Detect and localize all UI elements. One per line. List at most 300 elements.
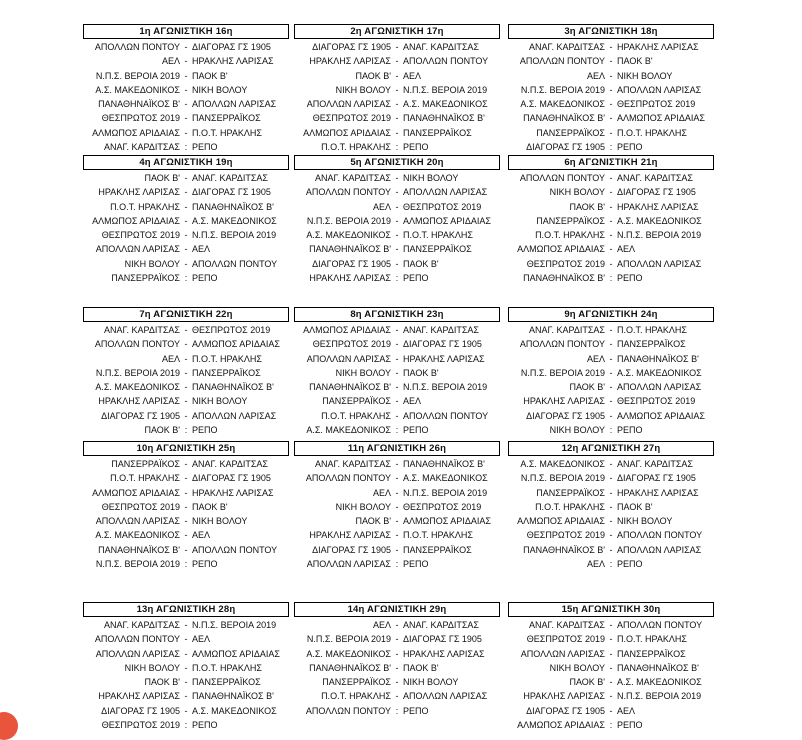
away-team: ΘΕΣΠΡΩΤΟΣ 2019 xyxy=(617,99,696,110)
match-row xyxy=(83,661,289,675)
away-team: ΑΠΟΛΛΩΝ ΠΟΝΤΟΥ xyxy=(617,530,703,541)
round-block xyxy=(294,441,500,571)
home-team: Ν.Π.Σ. ΒΕΡΟΙΑ 2019 xyxy=(306,634,391,645)
away-team: ΔΙΑΓΟΡΑΣ ΓΣ 1905 xyxy=(617,187,696,198)
home-team: ΗΡΑΚΛΗΣ ΛΑΡΙΣΑΣ xyxy=(98,691,180,702)
match-row xyxy=(83,718,289,732)
away-team: Π.Ο.Τ. ΗΡΑΚΛΗΣ xyxy=(403,530,473,541)
home-team: ΘΕΣΠΡΩΤΟΣ 2019 xyxy=(312,113,391,124)
home-team: ΑΠΟΛΛΩΝ ΛΑΡΙΣΑΣ xyxy=(306,559,391,570)
away-team: ΑΝΑΓ. ΚΑΡΔΙΤΣΑΣ xyxy=(617,459,693,469)
away-team: ΠΑΟΚ Β' xyxy=(403,367,439,378)
match-row xyxy=(294,380,500,394)
match-row xyxy=(508,500,714,514)
round-block xyxy=(294,307,500,437)
match-row xyxy=(83,140,289,154)
match-row xyxy=(508,126,714,140)
home-team: ΝΙΚΗ ΒΟΛΟΥ xyxy=(124,662,180,673)
home-team: Ν.Π.Σ. ΒΕΡΟΙΑ 2019 xyxy=(306,215,391,226)
home-team: ΑΛΜΩΠΟΣ ΑΡΙΔΑΙΑΣ xyxy=(303,127,391,138)
match-separator: - xyxy=(184,173,188,183)
match-row xyxy=(508,457,714,471)
match-separator: - xyxy=(184,201,188,212)
away-team: ΑΝΑΓ. ΚΑΡΔΙΤΣΑΣ xyxy=(403,42,479,52)
home-team: Ν.Π.Σ. ΒΕΡΟΙΑ 2019 xyxy=(95,367,180,378)
match-separator: - xyxy=(184,459,188,469)
home-team: ΠΑΝΣΕΡΡΑΪΚΟΣ xyxy=(536,487,605,498)
away-team: ΠΑΟΚ Β' xyxy=(617,56,653,67)
match-row xyxy=(508,661,714,675)
match-row xyxy=(83,271,289,285)
away-team: ΡΕΠΟ xyxy=(403,142,429,153)
round-title: 9η ΑΓΩΝΙΣΤΙΚΗ 24η xyxy=(508,307,714,322)
match-list xyxy=(508,323,714,437)
match-separator: - xyxy=(184,396,188,407)
home-team: ΗΡΑΚΛΗΣ ΛΑΡΙΣΑΣ xyxy=(98,187,180,198)
match-separator: - xyxy=(395,187,399,198)
away-team: ΝΙΚΗ ΒΟΛΟΥ xyxy=(403,173,459,183)
away-team: ΠΑΝΣΕΡΡΑΪΚΟΣ xyxy=(617,339,686,350)
match-separator: : xyxy=(609,273,613,284)
away-team: ΑΠΟΛΛΩΝ ΛΑΡΙΣΑΣ xyxy=(192,410,277,421)
away-team: ΝΙΚΗ ΒΟΛΟΥ xyxy=(192,84,248,95)
home-team: ΑΛΜΩΠΟΣ ΑΡΙΔΑΙΑΣ xyxy=(92,487,180,498)
home-team: ΗΡΑΚΛΗΣ ΛΑΡΙΣΑΣ xyxy=(98,396,180,407)
match-row xyxy=(508,704,714,718)
away-team: ΘΕΣΠΡΩΤΟΣ 2019 xyxy=(617,396,696,407)
home-team: ΑΛΜΩΠΟΣ ΑΡΙΔΑΙΑΣ xyxy=(92,127,180,138)
match-row xyxy=(294,126,500,140)
match-separator: - xyxy=(395,56,399,67)
home-team: ΑΝΑΓ. ΚΑΡΔΙΤΣΑΣ xyxy=(529,325,605,335)
home-team: Ν.Π.Σ. ΒΕΡΟΙΑ 2019 xyxy=(95,70,180,81)
match-separator: - xyxy=(184,367,188,378)
match-list xyxy=(508,171,714,285)
match-separator: - xyxy=(184,215,188,226)
round-block xyxy=(83,24,289,154)
match-separator: - xyxy=(395,258,399,269)
home-team: ΝΙΚΗ ΒΟΛΟΥ xyxy=(335,84,391,95)
away-team: ΗΡΑΚΛΗΣ ΛΑΡΙΣΑΣ xyxy=(617,42,699,52)
away-team: ΑΛΜΩΠΟΣ ΑΡΙΔΑΙΑΣ xyxy=(403,516,491,527)
home-team: Π.Ο.Τ. ΗΡΑΚΛΗΣ xyxy=(110,473,180,484)
away-team: ΑΛΜΩΠΟΣ ΑΡΙΔΑΙΑΣ xyxy=(617,113,705,124)
match-row xyxy=(508,323,714,337)
home-team: ΠΑΟΚ Β' xyxy=(144,677,180,688)
match-separator: - xyxy=(609,410,613,421)
match-separator: : xyxy=(395,425,399,436)
match-separator: - xyxy=(184,187,188,198)
match-row xyxy=(508,140,714,154)
home-team: ΠΑΝΣΕΡΡΑΪΚΟΣ xyxy=(322,396,391,407)
home-team: ΠΑΟΚ Β' xyxy=(355,516,391,527)
home-team: ΗΡΑΚΛΗΣ ΛΑΡΙΣΑΣ xyxy=(523,691,605,702)
home-team: Π.Ο.Τ. ΗΡΑΚΛΗΣ xyxy=(321,142,391,153)
match-separator: - xyxy=(609,487,613,498)
match-separator: - xyxy=(395,530,399,541)
match-separator: - xyxy=(395,516,399,527)
away-team: ΡΕΠΟ xyxy=(192,425,218,436)
away-team: ΝΙΚΗ ΒΟΛΟΥ xyxy=(192,516,248,527)
match-row xyxy=(294,500,500,514)
away-team: ΝΙΚΗ ΒΟΛΟΥ xyxy=(617,516,673,527)
away-team: Α.Σ. ΜΑΚΕΔΟΝΙΚΟΣ xyxy=(617,677,702,688)
home-team: Π.Ο.Τ. ΗΡΑΚΛΗΣ xyxy=(321,691,391,702)
away-team: ΑΠΟΛΛΩΝ ΠΟΝΤΟΥ xyxy=(192,258,278,269)
home-team: ΑΛΜΩΠΟΣ ΑΡΙΔΑΙΑΣ xyxy=(517,516,605,527)
match-row xyxy=(508,97,714,111)
round-title: 5η ΑΓΩΝΙΣΤΙΚΗ 20η xyxy=(294,155,500,170)
match-row xyxy=(508,69,714,83)
match-separator: - xyxy=(184,230,188,241)
round-block xyxy=(294,602,500,718)
match-separator: - xyxy=(184,473,188,484)
home-team: ΑΠΟΛΛΩΝ ΠΟΝΤΟΥ xyxy=(94,339,180,350)
home-team: Ν.Π.Σ. ΒΕΡΟΙΑ 2019 xyxy=(520,84,605,95)
round-title: 7η ΑΓΩΝΙΣΤΙΚΗ 22η xyxy=(83,307,289,322)
home-team: ΝΙΚΗ ΒΟΛΟΥ xyxy=(549,662,605,673)
home-team: ΠΑΝΑΘΗΝΑΪΚΟΣ Β' xyxy=(309,662,391,673)
match-separator: : xyxy=(184,425,188,436)
away-team: ΑΛΜΩΠΟΣ ΑΡΙΔΑΙΑΣ xyxy=(617,410,705,421)
match-separator: - xyxy=(184,487,188,498)
match-row xyxy=(294,486,500,500)
match-row xyxy=(508,689,714,703)
home-team: Ν.Π.Σ. ΒΕΡΟΙΑ 2019 xyxy=(95,559,180,570)
away-team: Α.Σ. ΜΑΚΕΔΟΝΙΚΟΣ xyxy=(192,705,277,716)
match-row xyxy=(294,514,500,528)
home-team: Α.Σ. ΜΑΚΕΔΟΝΙΚΟΣ xyxy=(306,230,391,241)
round-title: 4η ΑΓΩΝΙΣΤΙΚΗ 19η xyxy=(83,155,289,170)
match-separator: - xyxy=(184,662,188,673)
match-row xyxy=(83,83,289,97)
home-team: ΠΑΝΣΕΡΡΑΪΚΟΣ xyxy=(111,273,180,284)
home-team: ΘΕΣΠΡΩΤΟΣ 2019 xyxy=(101,720,180,731)
home-team: ΑΠΟΛΛΩΝ ΛΑΡΙΣΑΣ xyxy=(306,353,391,364)
home-team: ΑΠΟΛΛΩΝ ΛΑΡΙΣΑΣ xyxy=(95,648,180,659)
away-team: ΑΠΟΛΛΩΝ ΠΟΝΤΟΥ xyxy=(403,56,489,67)
match-separator: - xyxy=(609,677,613,688)
match-row xyxy=(83,228,289,242)
match-separator: - xyxy=(609,634,613,645)
match-row xyxy=(508,366,714,380)
match-separator: - xyxy=(395,99,399,110)
match-row xyxy=(508,394,714,408)
match-row xyxy=(508,380,714,394)
match-row xyxy=(294,200,500,214)
match-separator: - xyxy=(184,113,188,124)
home-team: ΔΙΑΓΟΡΑΣ ΓΣ 1905 xyxy=(526,142,605,153)
match-separator: : xyxy=(609,559,613,570)
away-team: ΑΝΑΓ. ΚΑΡΔΙΤΣΑΣ xyxy=(192,173,268,183)
match-row xyxy=(508,171,714,185)
away-team: Ν.Π.Σ. ΒΕΡΟΙΑ 2019 xyxy=(403,84,488,95)
match-row xyxy=(508,632,714,646)
match-separator: : xyxy=(184,273,188,284)
away-team: ΑΝΑΓ. ΚΑΡΔΙΤΣΑΣ xyxy=(403,620,479,630)
match-separator: - xyxy=(609,501,613,512)
match-list xyxy=(294,457,500,571)
home-team: Ν.Π.Σ. ΒΕΡΟΙΑ 2019 xyxy=(520,473,605,484)
away-team: Α.Σ. ΜΑΚΕΔΟΝΙΚΟΣ xyxy=(617,367,702,378)
match-separator: - xyxy=(395,215,399,226)
match-row xyxy=(294,352,500,366)
round-block xyxy=(294,24,500,154)
away-team: ΡΕΠΟ xyxy=(403,425,429,436)
match-separator: : xyxy=(609,425,613,436)
match-row xyxy=(83,257,289,271)
home-team: ΑΝΑΓ. ΚΑΡΔΙΤΣΑΣ xyxy=(104,142,180,153)
home-team: ΠΑΝΣΕΡΡΑΪΚΟΣ xyxy=(536,215,605,226)
match-separator: - xyxy=(609,620,613,630)
match-separator: - xyxy=(184,42,188,52)
match-row xyxy=(83,214,289,228)
match-list xyxy=(83,457,289,571)
match-separator: - xyxy=(184,99,188,110)
match-row xyxy=(508,647,714,661)
away-team: Ν.Π.Σ. ΒΕΡΟΙΑ 2019 xyxy=(192,230,277,241)
match-row xyxy=(83,111,289,125)
match-separator: - xyxy=(395,620,399,630)
home-team: ΔΙΑΓΟΡΑΣ ΓΣ 1905 xyxy=(312,258,391,269)
away-team: ΡΕΠΟ xyxy=(403,273,429,284)
home-team: ΑΕΛ xyxy=(372,620,391,630)
match-list xyxy=(83,171,289,285)
home-team: Π.Ο.Τ. ΗΡΑΚΛΗΣ xyxy=(535,501,605,512)
match-separator: : xyxy=(184,720,188,731)
match-row xyxy=(83,514,289,528)
away-team: ΠΑΝΑΘΗΝΑΪΚΟΣ Β' xyxy=(617,662,699,673)
match-separator: - xyxy=(395,244,399,255)
away-team: ΑΕΛ xyxy=(192,244,211,255)
match-row xyxy=(294,675,500,689)
match-row xyxy=(83,471,289,485)
match-row xyxy=(294,528,500,542)
match-separator: - xyxy=(395,410,399,421)
match-row xyxy=(83,423,289,437)
away-team: ΠΑΝΣΕΡΡΑΪΚΟΣ xyxy=(192,677,261,688)
home-team: Α.Σ. ΜΑΚΕΔΟΝΙΚΟΣ xyxy=(306,648,391,659)
away-team: ΡΕΠΟ xyxy=(617,273,643,284)
match-separator: - xyxy=(395,339,399,350)
match-separator: - xyxy=(184,516,188,527)
match-separator: : xyxy=(395,705,399,716)
match-separator: - xyxy=(395,648,399,659)
match-separator: - xyxy=(184,501,188,512)
match-separator: - xyxy=(609,173,613,183)
match-list xyxy=(294,171,500,285)
match-separator: - xyxy=(184,705,188,716)
match-separator: - xyxy=(184,544,188,555)
match-separator: - xyxy=(609,530,613,541)
match-separator: : xyxy=(609,142,613,153)
home-team: ΑΛΜΩΠΟΣ ΑΡΙΔΑΙΑΣ xyxy=(303,325,391,335)
home-team: ΠΑΝΑΘΗΝΑΪΚΟΣ Β' xyxy=(98,99,180,110)
away-team: ΗΡΑΚΛΗΣ ΛΑΡΙΣΑΣ xyxy=(617,201,699,212)
match-row xyxy=(294,97,500,111)
match-list xyxy=(508,457,714,571)
away-team: ΠΑΝΣΕΡΡΑΪΚΟΣ xyxy=(403,544,472,555)
away-team: Ν.Π.Σ. ΒΕΡΟΙΑ 2019 xyxy=(617,691,702,702)
home-team: Α.Σ. ΜΑΚΕΔΟΝΙΚΟΣ xyxy=(95,382,180,393)
away-team: ΑΠΟΛΛΩΝ ΛΑΡΙΣΑΣ xyxy=(617,544,702,555)
away-team: Α.Σ. ΜΑΚΕΔΟΝΙΚΟΣ xyxy=(617,215,702,226)
match-row xyxy=(294,111,500,125)
home-team: ΑΠΟΛΛΩΝ ΠΟΝΤΟΥ xyxy=(305,705,391,716)
home-team: ΠΑΝΑΘΗΝΑΪΚΟΣ Β' xyxy=(309,244,391,255)
away-team: ΔΙΑΓΟΡΑΣ ΓΣ 1905 xyxy=(403,339,482,350)
match-separator: - xyxy=(609,353,613,364)
away-team: ΑΠΟΛΛΩΝ ΠΟΝΤΟΥ xyxy=(192,544,278,555)
match-row xyxy=(508,352,714,366)
match-row xyxy=(83,69,289,83)
home-team: ΗΡΑΚΛΗΣ ΛΑΡΙΣΑΣ xyxy=(309,530,391,541)
match-separator: - xyxy=(609,258,613,269)
home-team: ΝΙΚΗ ΒΟΛΟΥ xyxy=(335,501,391,512)
round-title: 8η ΑΓΩΝΙΣΤΙΚΗ 23η xyxy=(294,307,500,322)
match-row xyxy=(508,228,714,242)
away-team: ΘΕΣΠΡΩΤΟΣ 2019 xyxy=(192,325,271,335)
home-team: ΑΝΑΓ. ΚΑΡΔΙΤΣΑΣ xyxy=(104,620,180,630)
home-team: ΑΕΛ xyxy=(161,353,180,364)
match-row xyxy=(83,40,289,54)
match-separator: - xyxy=(184,127,188,138)
match-row xyxy=(83,352,289,366)
match-list xyxy=(294,323,500,437)
match-separator: - xyxy=(395,127,399,138)
away-team: ΑΛΜΩΠΟΣ ΑΡΙΔΑΙΑΣ xyxy=(192,648,280,659)
round-title: 1η ΑΓΩΝΙΣΤΙΚΗ 16η xyxy=(83,24,289,39)
home-team: ΑΝΑΓ. ΚΑΡΔΙΤΣΑΣ xyxy=(529,620,605,630)
match-list xyxy=(508,40,714,154)
match-separator: : xyxy=(184,142,188,153)
match-row xyxy=(508,257,714,271)
away-team: ΘΕΣΠΡΩΤΟΣ 2019 xyxy=(403,501,482,512)
match-separator: - xyxy=(609,42,613,52)
match-separator: - xyxy=(184,353,188,364)
away-team: ΡΕΠΟ xyxy=(403,705,429,716)
away-team: ΡΕΠΟ xyxy=(617,720,643,731)
away-team: ΠΑΝΑΘΗΝΑΪΚΟΣ Β' xyxy=(192,201,274,212)
away-team: ΑΕΛ xyxy=(403,70,422,81)
home-team: ΠΑΟΚ Β' xyxy=(569,677,605,688)
match-row xyxy=(83,126,289,140)
round-block xyxy=(508,441,714,571)
away-team: ΔΙΑΓΟΡΑΣ ΓΣ 1905 xyxy=(192,473,271,484)
home-team: ΔΙΑΓΟΡΑΣ ΓΣ 1905 xyxy=(101,410,180,421)
away-team: ΑΛΜΩΠΟΣ ΑΡΙΔΑΙΑΣ xyxy=(403,215,491,226)
away-team: ΡΕΠΟ xyxy=(617,142,643,153)
match-row xyxy=(508,423,714,437)
home-team: ΠΑΝΣΕΡΡΑΪΚΟΣ xyxy=(111,459,180,469)
match-row xyxy=(83,200,289,214)
match-row xyxy=(83,97,289,111)
home-team: Π.Ο.Τ. ΗΡΑΚΛΗΣ xyxy=(321,410,391,421)
match-row xyxy=(294,632,500,646)
home-team: ΗΡΑΚΛΗΣ ΛΑΡΙΣΑΣ xyxy=(309,273,391,284)
match-separator: - xyxy=(184,244,188,255)
home-team: ΝΙΚΗ ΒΟΛΟΥ xyxy=(335,367,391,378)
home-team: ΗΡΑΚΛΗΣ ΛΑΡΙΣΑΣ xyxy=(523,396,605,407)
home-team: ΠΑΟΚ Β' xyxy=(569,382,605,393)
match-row xyxy=(83,171,289,185)
match-separator: - xyxy=(609,691,613,702)
away-team: Π.Ο.Τ. ΗΡΑΚΛΗΣ xyxy=(192,662,262,673)
away-team: ΑΠΟΛΛΩΝ ΛΑΡΙΣΑΣ xyxy=(617,258,702,269)
home-team: ΑΝΑΓ. ΚΑΡΔΙΤΣΑΣ xyxy=(104,325,180,335)
round-block xyxy=(294,155,500,285)
match-list xyxy=(83,323,289,437)
home-team: Α.Σ. ΜΑΚΕΔΟΝΙΚΟΣ xyxy=(306,425,391,436)
home-team: ΠΑΝΑΘΗΝΑΪΚΟΣ Β' xyxy=(98,544,180,555)
match-row xyxy=(294,185,500,199)
away-team: ΡΕΠΟ xyxy=(192,142,218,153)
home-team: ΑΠΟΛΛΩΝ ΠΟΝΤΟΥ xyxy=(305,187,391,198)
match-row xyxy=(294,171,500,185)
match-row xyxy=(294,457,500,471)
match-row xyxy=(508,185,714,199)
home-team: ΑΕΛ xyxy=(372,201,391,212)
away-team: ΝΙΚΗ ΒΟΛΟΥ xyxy=(617,70,673,81)
match-separator: - xyxy=(609,459,613,469)
away-team: ΑΠΟΛΛΩΝ ΠΟΝΤΟΥ xyxy=(617,620,703,630)
away-team: ΠΑΟΚ Β' xyxy=(192,70,228,81)
away-team: ΡΕΠΟ xyxy=(192,273,218,284)
away-team: ΠΑΝΣΕΡΡΑΪΚΟΣ xyxy=(617,648,686,659)
home-team: ΝΙΚΗ ΒΟΛΟΥ xyxy=(124,258,180,269)
home-team: ΔΙΑΓΟΡΑΣ ΓΣ 1905 xyxy=(101,705,180,716)
round-block xyxy=(508,602,714,732)
home-team: ΑΛΜΩΠΟΣ ΑΡΙΔΑΙΑΣ xyxy=(92,215,180,226)
home-team: ΠΑΟΚ Β' xyxy=(355,70,391,81)
match-row xyxy=(294,423,500,437)
away-team: ΑΝΑΓ. ΚΑΡΔΙΤΣΑΣ xyxy=(192,459,268,469)
home-team: ΑΠΟΛΛΩΝ ΠΟΝΤΟΥ xyxy=(519,56,605,67)
away-team: ΠΑΝΣΕΡΡΑΪΚΟΣ xyxy=(192,367,261,378)
match-separator: : xyxy=(184,559,188,570)
home-team: ΑΝΑΓ. ΚΑΡΔΙΤΣΑΣ xyxy=(315,459,391,469)
match-row xyxy=(83,675,289,689)
round-title: 3η ΑΓΩΝΙΣΤΙΚΗ 18η xyxy=(508,24,714,39)
match-row xyxy=(508,675,714,689)
home-team: Ν.Π.Σ. ΒΕΡΟΙΑ 2019 xyxy=(520,367,605,378)
match-separator: - xyxy=(609,396,613,407)
match-row xyxy=(83,457,289,471)
home-team: ΔΙΑΓΟΡΑΣ ΓΣ 1905 xyxy=(312,42,391,52)
match-row xyxy=(508,718,714,732)
match-row xyxy=(294,83,500,97)
match-row xyxy=(294,471,500,485)
match-row xyxy=(508,54,714,68)
home-team: ΑΠΟΛΛΩΝ ΠΟΝΤΟΥ xyxy=(94,634,180,645)
match-row xyxy=(294,54,500,68)
match-separator: - xyxy=(395,396,399,407)
match-row xyxy=(83,380,289,394)
match-row xyxy=(83,394,289,408)
home-team: ΠΑΝΑΘΗΝΑΪΚΟΣ Β' xyxy=(523,273,605,284)
match-row xyxy=(508,471,714,485)
away-team: Π.Ο.Τ. ΗΡΑΚΛΗΣ xyxy=(617,325,687,335)
match-row xyxy=(508,514,714,528)
match-row xyxy=(83,500,289,514)
away-team: ΡΕΠΟ xyxy=(192,720,218,731)
match-separator: - xyxy=(395,70,399,81)
match-separator: - xyxy=(395,84,399,95)
home-team: ΘΕΣΠΡΩΤΟΣ 2019 xyxy=(101,501,180,512)
match-row xyxy=(508,618,714,632)
home-team: ΑΠΟΛΛΩΝ ΠΟΝΤΟΥ xyxy=(305,473,391,484)
match-list xyxy=(83,618,289,732)
